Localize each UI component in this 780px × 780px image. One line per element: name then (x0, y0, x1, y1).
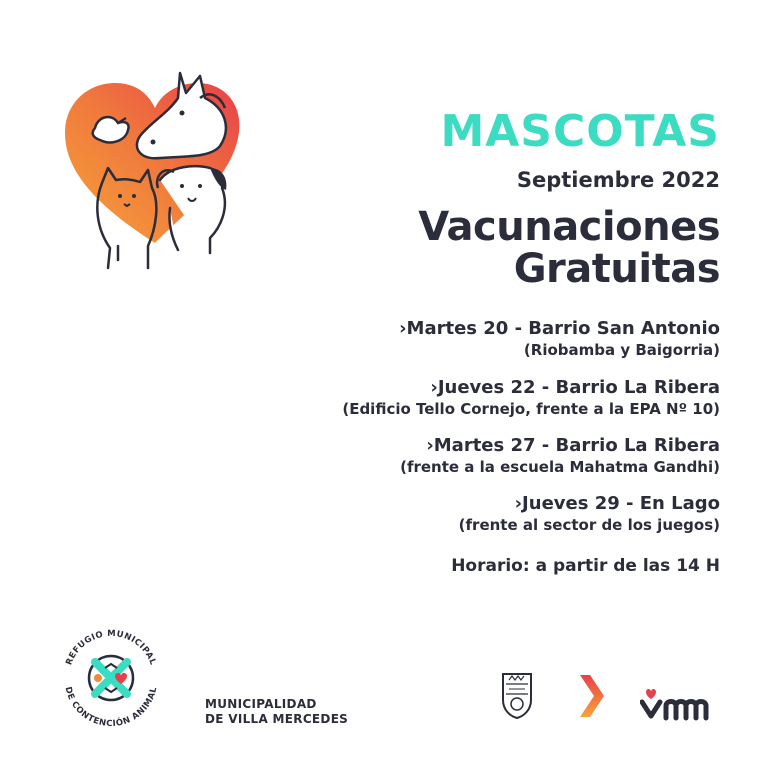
event-location: (frente a la escuela Mahatma Gandhi) (400, 458, 720, 476)
chevron-icon (576, 672, 606, 720)
svg-text:REFUGIO MUNICIPAL: REFUGIO MUNICIPAL (64, 628, 158, 667)
shield-icon (500, 670, 534, 720)
event-item (399, 318, 720, 360)
vm-logo-icon (640, 676, 720, 722)
page-title: MASCOTAS (440, 106, 720, 157)
event-main: ›Jueves 29 - En Lago (514, 493, 720, 514)
heart-animals-illustration (60, 68, 245, 278)
headline-line-2: Gratuitas (513, 246, 720, 292)
event-location: (Edificio Tello Cornejo, frente a la EPA Nº 10) (342, 400, 720, 418)
event-item (342, 377, 720, 419)
event-main: ›Jueves 22 - Barrio La Ribera (430, 377, 720, 398)
svg-text:DE CONTENCIÓN ANIMAL: DE CONTENCIÓN ANIMAL (62, 685, 160, 730)
municipality-line-2: DE VILLA MERCEDES (205, 712, 349, 726)
municipality-line-1: MUNICIPALIDAD (205, 697, 317, 711)
headline (418, 206, 720, 290)
refugio-badge-icon (55, 622, 167, 734)
event-item (459, 493, 720, 535)
event-item (400, 435, 720, 477)
municipality-name (205, 697, 348, 727)
event-location: (frente al sector de los juegos) (458, 516, 720, 534)
date-subtitle: Septiembre 2022 (516, 168, 720, 192)
event-main: ›Martes 27 - Barrio La Ribera (426, 435, 720, 456)
schedule-text: Horario: a partir de las 14 H (451, 556, 720, 576)
event-location: (Riobamba y Baigorria) (523, 341, 720, 359)
headline-line-1: Vacunaciones (418, 204, 720, 250)
event-main: ›Martes 20 - Barrio San Antonio (399, 318, 720, 339)
